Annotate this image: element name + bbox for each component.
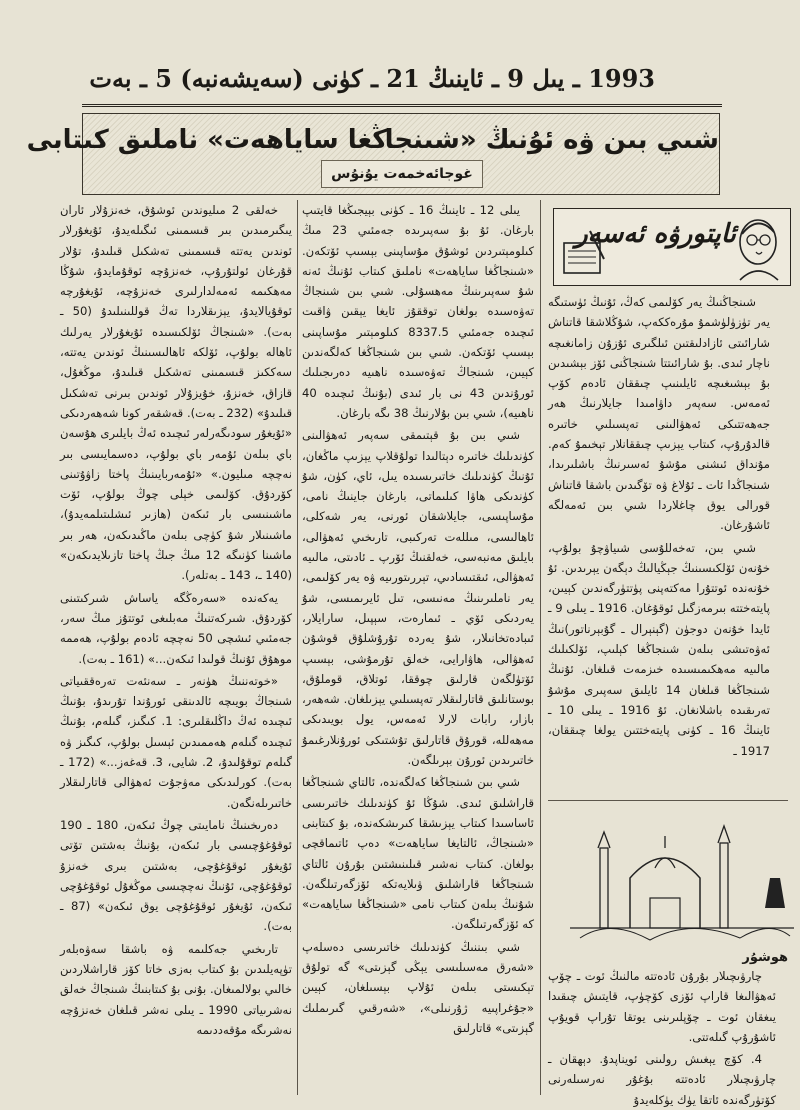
byline: غوجائەخمەت يۇنۇس bbox=[321, 160, 483, 188]
paragraph: «خوتەننىڭ ھۈنەر ـ سەنئەت تەرەققىياتى شىنجاڭ بويىچە ئالدىنقى ئورۇندا تۇرىدۇ، بۇنىڭ ئىچىدە ئەڭ داڭلىقلىرى: 1. كىگىز، گىلەم، بۇنىڭ ئىچىدە گىلەم ھەممىدىن ئېسىل بولۇپ، كىگىز ۋە گىلەم توقۇلىدۇ، 2. شايى، 3. قەغەز...» (172 ـ بەت). كورلىدىكى مەۋجۇت ئەھۋالى قاتارلىقلار خاتىرىلەنگەن. bbox=[60, 673, 292, 810]
paragraph: شىي بىن بۇ قېتىمقى سەپەر ئەھۋالىنى كۈندىلىك خاتىرە دېتالىدا تولۇقلاپ يېزىپ ماڭغان، ئۇنىڭ كۈندىلىك خاتىرىسىدە يىل، ئاي، كۈن، شۇ كۈندىكى ھاۋا كىلىماتى، بارغان جاينىڭ نامى، مۇساپىسى، جايلاشقان ئورنى، يەر شەكلى، ئاھالىسى، مىللەت تەركىبى، تارىخىي ئەھۋالى، بايلىق مەنبەسى، خەلقنىڭ ئۆرپ ـ ئادىتى، مالىيە ئەھۋالى، ئىقتىسادىي، تېررىتورىيە ۋە يەر كۆلىمى، يەر ناملىرىنىڭ مەنىسى، تىل ئايرىمىسى، شۇ يەردىكى ئۆي ـ ئىمارەت، سېپىل، سارايلار، ئىبادەتخانىلار، شۇ يەردە تۇرۇشلۇق قوشۇن ئەھۋالى، ھاۋارايى، خەلق تۇرمۇشى، بېسىپ ئۆتۈلگەن قارلىق چوققا، ئوتلاق، قوملۇق، بوستانلىق قاتارلىقلار تەپسىلىي يېزىلغان. شەھەر، بازار، رابات لارلا ئەمەس، يول بويىدىكى مەھەللە، قورۇق قاتارلىق تۇشتىكى ئورۇنلارغىمۇ خاتىرىدىن ئورۇن بېرىلگەن. bbox=[302, 428, 534, 768]
paragraph: يىلى 12 ـ ئاينىڭ 16 ـ كۈنى بېيجىڭغا قايتىپ بارغان. ئۇ بۇ سەپىرىدە جەمئىي 23 مىڭ كىلومېتىردىن ئوشۇق مۇساپىنى بېسىپ ئۆتكەن. «شىنجاڭغا ساياھەت» ناملىق كىتاب ئۇنىڭ ئەنە شۇ سەپىرىنىڭ مەھسۇلى. شىي بىن شىنجاڭ تەۋەسىدە بولغان توققۇز ئايغا يېقىن ۋاقىت ئىچىدە جەمئىي 8337.5 كىلومېتىر مۇساپىنى بېسىپ ئۆتكەن. شىي بىن شىنجاڭغا كەلگەندىن كېيىن، شىنجاڭ تەۋەسىدە ناھىيە دەرىجىلىك ئورۇندىن 43 نى بار ئىدى (بۇنىڭ ئىچىدە 40 ناھىيە)، شىي بىن بۇلارنىڭ 38 ىگە بارغان. bbox=[302, 203, 534, 420]
paragraph: تارىخىي جەكلىمە ۋە باشقا سەۋەبلەر تۈپەيلىدىن بۇ كىتاب بەزى خاتا كۆز قاراشلاردىن خالىي بولالمىغان. بۇنى بۇ كىتابنىڭ شىنجاڭ خەلق نەشرىياتى 1990 ـ يىلى نەشر قىلغان خەنزۇچە نەشرىگە مۇقەددىمە bbox=[60, 941, 292, 1037]
portrait-sketch-icon bbox=[728, 212, 788, 282]
paragraph: شىي بىن شىنجاڭغا كەلگەندە، ئالتاي شىنجاڭغا قاراشلىق ئىدى. شۇڭا ئۇ كۈندىلىك خاتىرىسى ئاساسىدا كىتاب يېزىشقا كىرىشكەندە، بۇ كىتابنى «شىنجاڭ، ئالتايغا ساياھەت» دەپ ئاتىماقچى بولغان. كىتاب نەشىر قىلىنىشتىن بۇرۇن ئالتاي شىنجاڭغا قاراشلىق ۋىلايەتكە ئۆزگەرتىلگەن. شۇنىڭ بىلەن كىتاب نامى «شىنجاڭغا ساياھەت» كە ئۆزگەرتىلگەن. bbox=[302, 775, 534, 932]
column-logo bbox=[553, 208, 791, 286]
paragraph: چارۋىچىلار بۇرۇن ئادەتتە مالنىڭ ئوت ـ چۆپ ئەھۋالىغا قاراپ ئۆزى كۆچۈپ، قايتىش چىقىدا يىغقان ئوت ـ چۆپلىرىنى يوتقا تۇراپ قويۇپ ئاشۇرۇپ گىلەتتى. bbox=[548, 969, 776, 1044]
column-logo-text: ئاپتورۋە ئەسەر bbox=[575, 219, 736, 249]
column-2 bbox=[302, 200, 534, 1095]
mosque-illustration bbox=[570, 808, 794, 948]
headline: شىي بىن ۋە ئۇنىڭ «شىنجاڭغا ساياھەت» ناملىق كىتابى bbox=[26, 125, 719, 155]
column-divider bbox=[297, 200, 298, 1095]
paragraph: خەلقى 2 مىليوندىن ئوشۇق، خەنزۇلار ئاران يىگىرمىدىن بىر قىسمىنى ئىگىلەيدۇ، ئۇيغۇرلار ئوندىن يەتتە قىسمىنى تەشكىل قىلىدۇ، تۇلار قۇرغان ئولتۇرۇپ، خەنزۇچە ئوقۇمايدۇ، شۇڭا مەھكىمە ئەمەلدارلىرى خەنزۇچە، ئۇيغۇرچە ئوقۇيالايدۇ، يېزىقلاردا تەڭ قوللىنىلىدۇ (50 ـ بەت). «شىنجاڭ ئۆلكىسىدە ئۇيغۇرلار يەرلىك ئاھالە بولۇپ، ئۆلكە ئاھالىسىنىڭ ئوندىن يەتتە، سەككىز قىسمىنى تەشكىل قىلىدۇ، موڭغۇل، قازاق، خەنزۇ، خۇيزۇلار ئوندىن بىرنى تەشكىل قىلىدۇ» (232 ـ بەت). قەشقەر كونا شەھەردىكى «ئۇيغۇر سودىگەرلەر ئىچىدە ئەڭ بايلىرى ھۇسەن باي بىلەن ئۇمەر باي بولۇپ، دەسمايىسى بىر نەچچە مىليون.» «ئۇمەربايىنىڭ پاختا زاۋۇتىنى كۆردۇق. كۆلىمى خېلى چوڭ بولۇپ، ئۆت ماشىنىسى بار ئىكەن (ھازىر ئىشلىتىلمەيدۇ)، ماشىنىلار شۇ كۈچى بىلەن ماڭىدىكەن، ھەر بىر ماشىنا كۈنىگە 12 مىڭ جىڭ پاختا تازىلايدىكەن» (140 ـ، 143 ـ بەتلەر). bbox=[60, 203, 292, 583]
column-divider bbox=[540, 200, 541, 1095]
column-3 bbox=[60, 200, 292, 1095]
section-divider bbox=[548, 800, 788, 801]
paragraph: شىنجاڭنىڭ يەر كۆلىمى كەڭ، ئۇنىڭ ئۈستىگە يەر تۈزۈلۈشمۇ مۇرەككەپ، شۇڭلاشقا قاتناش شارائىتى ئازادلىقتىن ئىلگىرى ئۇزۇن زامانغىچە ناچار ئىدى. بۇ شارائىتتا شىنجاڭنى ئۆز بېشىدىن بۇ بېشىغىچە ئايلىنىپ چىققان ئادەم كۆپ ئەمەس. سەپەر داۋامىدا جايلارنىڭ ھەر جەھەتتىكى ئەھۋالىنى تەپسىلىي خاتىرە قالدۇرۇپ، كىتاب يېزىپ چىققانلار تېخىمۇ كەم. مۇنداق ئىشنى مۇشۇ ئەسىرنىڭ باشلىرىدا، شىنجاڭدا ئات ـ ئۇلاغ ۋە تۆگىدىن باشقا قاتناش قورالى يوق چاغلاردا شىي بىن ئەمەلگە ئاشۇرغان. bbox=[548, 295, 770, 533]
date-line: 1993 ـ يىل 9 ـ ئاينىڭ 21 ـ كۈنى (سەيشەنبە) 5 ـ بەت bbox=[89, 64, 655, 93]
paragraph: شىي بىننىڭ كۈندىلىك خاتىرىسى دەسلەپ «شەرق مەسىلىسى يېڭى گېزىتى» گە تولۇق تېكىستى بىلەن ئۇلاپ بېسىلغان، كېيىن «جۇغراپىيە ژۇرنىلى»، «شەرقىي گىرىملىك گېزىتى» قاتارلىق bbox=[302, 939, 534, 1035]
column-1 bbox=[548, 292, 770, 758]
column-4 bbox=[548, 966, 776, 1107]
paragraph: دەرىخىنىڭ نامايىتى چوڭ ئىكەن، 180 ـ 190 ئوقۇغۇچىسى بار ئىكەن، بۇنىڭ بەشتىن تۆتى ئۇيغۇر ئوقۇغۇچى، بەشتىن بىرى خەنزۇ ئوقۇغۇچى، ئۇنىڭ نەچچىسى موڭغۇل ئوقۇغۇچى ئىكەن، ئۇيغۇر ئوقۇغۇچى يوق ئىكەن» (87 ـ بەت). bbox=[60, 817, 292, 934]
paragraph: 4. كۆچ يېغىش رولىنى ئويناپدۇ. دېھقان ـ چارۋىچىلار ئادەتتە بۇغۇر نەرسىلەرنى كۆتۈرگەندە ئاتقا يۈك يۈكلەيدۇ bbox=[548, 1052, 776, 1107]
paragraph: شىي بىن، تەخەللۇسى شىياۋچۇ بولۇپ، خۇنەن ئۆلكىسىنىڭ جېڭيالىڭ دېگەن يېرىدىن. ئۇ خۇنەندە ئوتتۇرا مەكتەپنى پۈتتۈرگەندىن كېيىن، پايتەختتە بىرمەزگىل ئوقۇغان. 1916 ـ يىلى 9 ـ ئايدا خۇنەن دوجۈن (گېنېرال ـ گۇبېرناتور)نىڭ ئەۋەتىشى بىلەن شىنجاڭغا كېلىپ، ئۆلكىلىك مالىيە مەھكىمىسىدە خىزمەت قىلغان. ئۇنىڭ شىنجاڭغا قىلغان 14 ئايلىق سەپىرى مۇشۇ تەرىقىدە باشلانغان. ئۇ 1916 ـ يىلى 10 ـ ئاينىڭ 16 ـ كۈنى پايتەختتىن يولغا چىققان، 1917 ـ bbox=[548, 540, 770, 758]
headline-box bbox=[26, 113, 720, 195]
art-caption: ھوشۇر bbox=[742, 950, 788, 965]
paragraph: يەكەندە «سەرەڭگە ياساش شىركىتىنى كۆردۇق. شىركەتنىڭ مەبلىغى ئوتتۇز مىڭ سەر، جەمئىي ئىشچى 50 نەچچە ئادەم بولۇپ، ھەممە موھۇق ئۇنىڭ قولىدا ئىكەن...» (161 ـ بەت). bbox=[60, 590, 292, 666]
book-pen-icon bbox=[560, 229, 608, 279]
top-rule bbox=[82, 104, 722, 107]
